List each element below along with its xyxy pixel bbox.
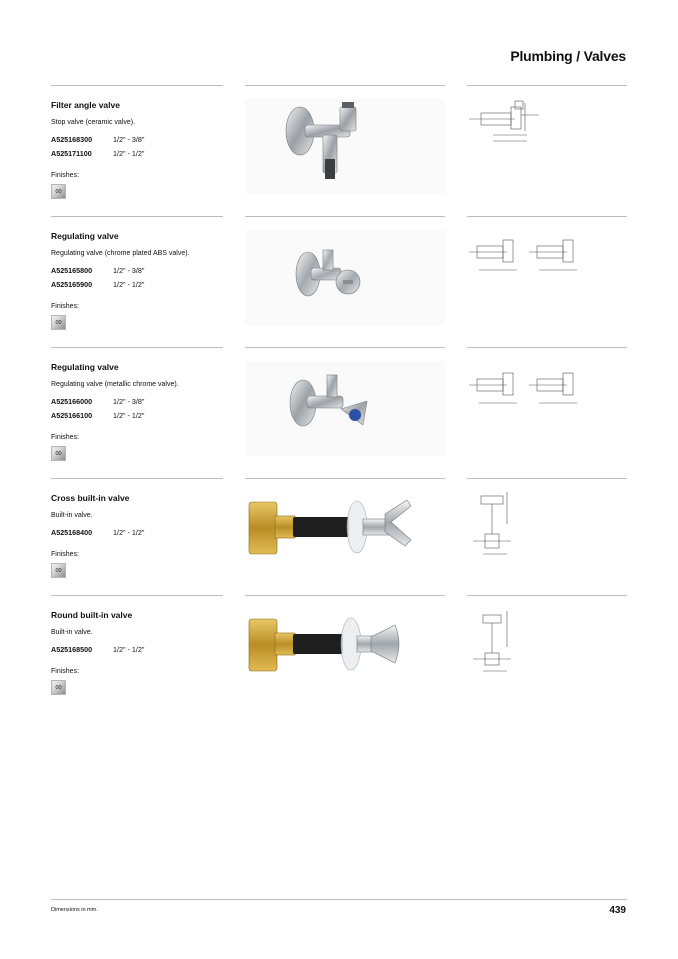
product-name: Round built-in valve	[51, 610, 133, 620]
divider	[51, 478, 223, 479]
product-size: 1/2" - 1/2"	[113, 149, 145, 158]
round-built-in-valve-photo	[245, 609, 445, 704]
product-size: 1/2" - 1/2"	[113, 280, 145, 289]
cross-built-in-valve-photo	[245, 492, 445, 587]
product-name: Regulating valve	[51, 231, 119, 241]
code-row	[51, 397, 144, 411]
product-code: A525168300	[51, 135, 93, 144]
regulating-valve-chrome-dimension-drawing	[467, 359, 627, 429]
product-name: Cross built-in valve	[51, 493, 130, 503]
code-row	[51, 280, 144, 294]
product-section-filter-angle-valve	[0, 85, 678, 205]
regulating-valve-abs-photo	[245, 230, 445, 325]
product-description: Built-in valve.	[51, 629, 93, 636]
product-code: A525166000	[51, 397, 93, 406]
product-size: 1/2" - 1/2"	[113, 528, 145, 537]
product-code: A525171100	[51, 149, 92, 158]
product-codes	[51, 397, 144, 425]
divider	[467, 595, 627, 596]
product-section-regulating-valve-chrome	[0, 347, 678, 467]
product-codes	[51, 528, 144, 542]
finish-swatch: 00	[51, 315, 66, 330]
finishes-label: Finishes:	[51, 303, 80, 310]
product-description: Regulating valve (metallic chrome valve).	[51, 381, 179, 388]
code-row	[51, 149, 144, 163]
finish-swatch: 00	[51, 446, 66, 461]
regulating-valve-abs-dimension-drawing	[467, 228, 627, 298]
divider	[467, 347, 627, 348]
product-description: Built-in valve.	[51, 512, 93, 519]
divider	[467, 478, 627, 479]
divider	[51, 595, 223, 596]
finish-swatch: 00	[51, 680, 66, 695]
code-row	[51, 528, 144, 542]
finishes-label: Finishes:	[51, 434, 80, 441]
product-size: 1/2" - 3/8"	[113, 397, 145, 406]
divider	[245, 347, 445, 348]
divider	[51, 347, 223, 348]
cross-built-in-valve-dimension-drawing	[467, 490, 627, 560]
divider	[51, 216, 223, 217]
finishes-label: Finishes:	[51, 172, 80, 179]
product-codes	[51, 645, 144, 659]
round-built-in-valve-dimension-drawing	[467, 607, 627, 677]
page-number: 439	[609, 905, 626, 916]
product-section-regulating-valve-abs	[0, 216, 678, 336]
product-size: 1/2" - 3/8"	[113, 135, 145, 144]
divider	[467, 216, 627, 217]
code-row	[51, 411, 144, 425]
product-code: A525168400	[51, 528, 93, 537]
product-code: A525165900	[51, 280, 93, 289]
code-row	[51, 645, 144, 659]
footer-note: Dimensions in mm.	[51, 907, 98, 913]
finishes-label: Finishes:	[51, 551, 80, 558]
product-section-cross-built-in-valve	[0, 478, 678, 583]
divider	[467, 85, 627, 86]
product-size: 1/2" - 1/2"	[113, 411, 145, 420]
code-row	[51, 266, 144, 280]
product-code: A525168500	[51, 645, 93, 654]
page-title: Plumbing / Valves	[510, 48, 626, 64]
product-code: A525166100	[51, 411, 93, 420]
finish-swatch: 00	[51, 563, 66, 578]
product-codes	[51, 266, 144, 294]
product-description: Regulating valve (chrome plated ABS valve).	[51, 250, 190, 257]
divider	[245, 85, 445, 86]
finishes-label: Finishes:	[51, 668, 80, 675]
product-codes	[51, 135, 144, 163]
regulating-valve-chrome-photo	[245, 361, 445, 456]
filter-angle-valve-dimension-drawing	[467, 97, 627, 167]
code-row	[51, 135, 144, 149]
divider	[245, 216, 445, 217]
product-section-round-built-in-valve	[0, 595, 678, 700]
divider	[51, 85, 223, 86]
footer-divider	[51, 899, 627, 900]
product-size: 1/2" - 3/8"	[113, 266, 145, 275]
finish-swatch: 00	[51, 184, 66, 199]
product-size: 1/2" - 1/2"	[113, 645, 145, 654]
product-description: Stop valve (ceramic valve).	[51, 119, 136, 126]
product-name: Regulating valve	[51, 362, 119, 372]
divider	[245, 478, 445, 479]
product-code: A525165800	[51, 266, 93, 275]
filter-angle-valve-photo	[245, 99, 445, 194]
product-name: Filter angle valve	[51, 100, 120, 110]
divider	[245, 595, 445, 596]
